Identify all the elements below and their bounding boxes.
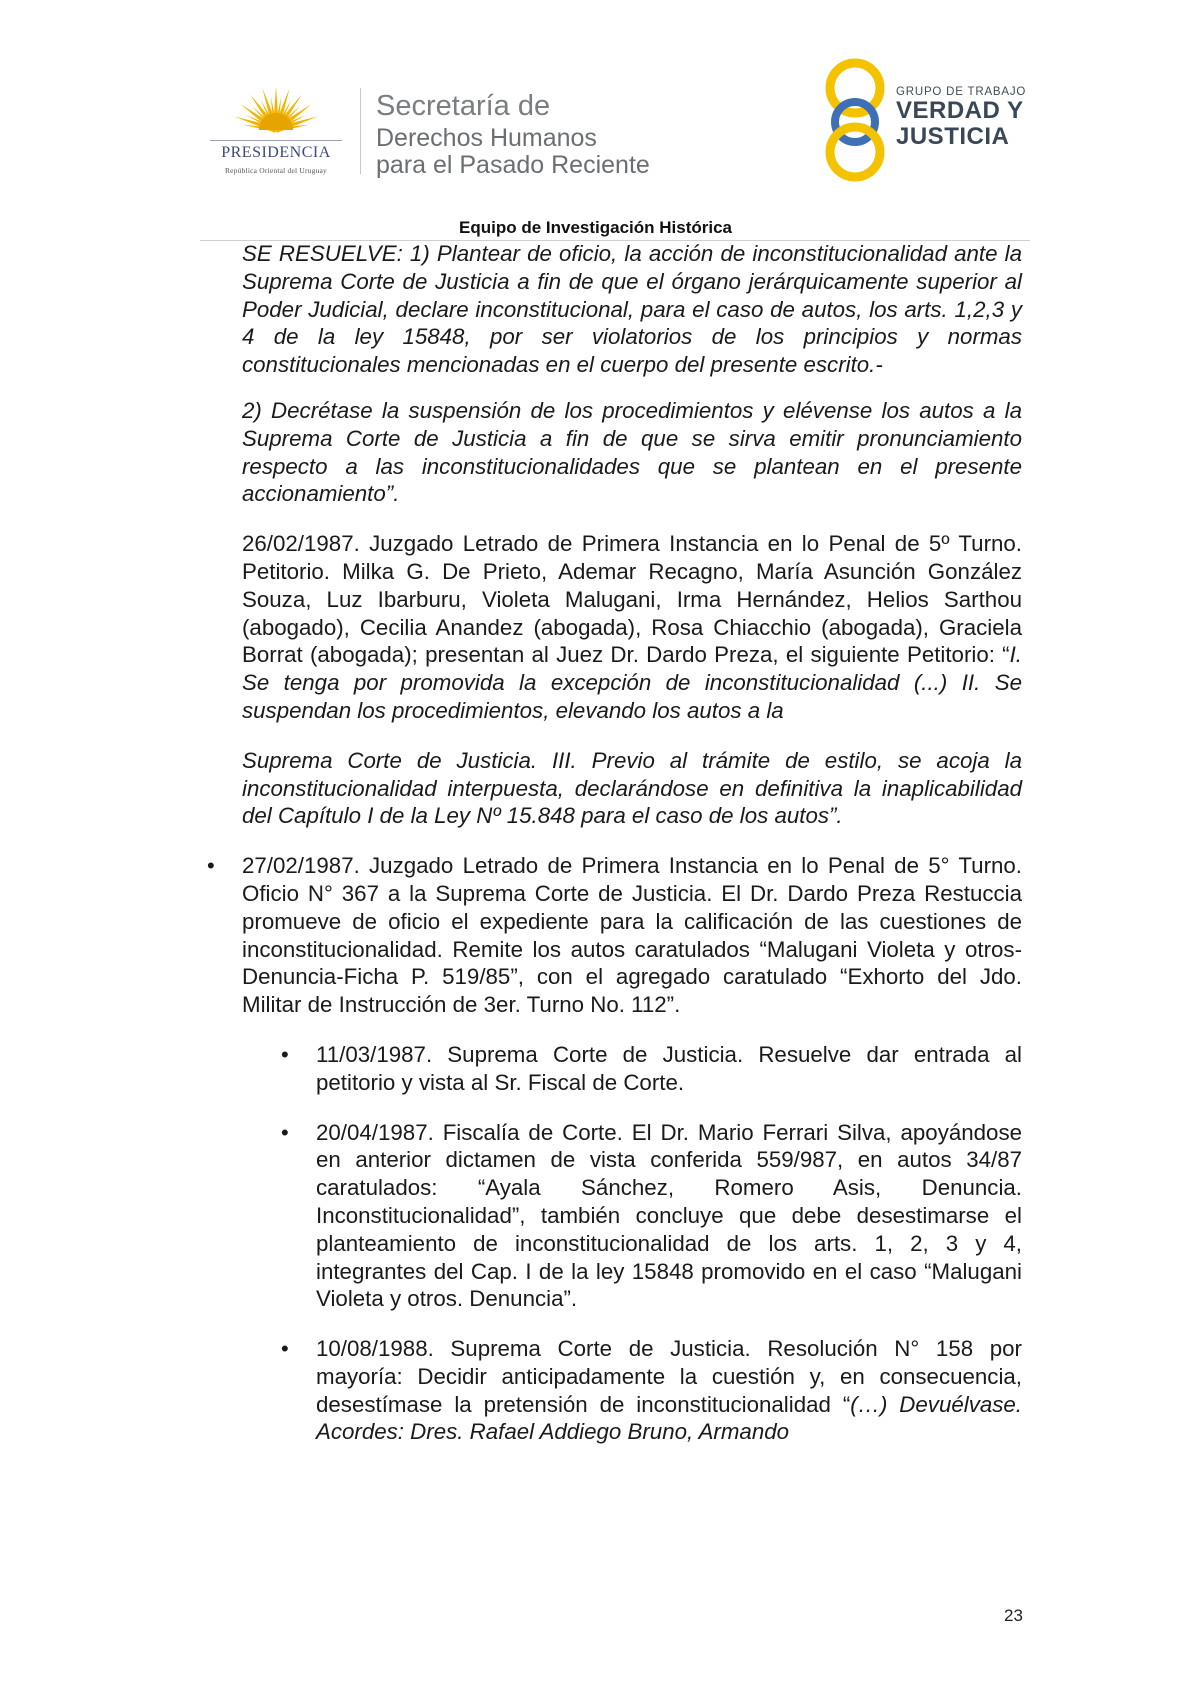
list-item xyxy=(207,852,1022,1019)
page-number: 23 xyxy=(1004,1606,1023,1625)
presidencia-name: PRESIDENCIA xyxy=(221,144,331,161)
secretaria-line-1: Secretaría de xyxy=(376,90,551,122)
grupo-line-2: JUSTICIA xyxy=(896,123,1010,150)
presidencia-logo xyxy=(196,82,356,177)
petitorio-text: 26/02/1987. Juzgado Letrado de Primera Instancia en lo Penal de 5º Turno. Petitorio. Milka G. De Prieto, Ademar Recagno, María Asunción González Souza, Luz Ibarburu, Violeta Malugani, Irma Hernández, Helios Sarthou (abogado), Cecilia Anandez (abogada), Rosa Chiacchio (abogada), Graciela Borrat (abogada); presentan al Juez Dr. Dardo Preza, el siguiente Petitorio: “ xyxy=(242,531,1022,668)
resolution-text: 10/08/1988. Suprema Corte de Justicia. Resolución N° 158 por mayoría: Decidir anticipadamente la cuestión y, en consecuencia, desestímase la pretensión de inconstitucionalidad “ xyxy=(316,1336,1022,1417)
grupo-label: GRUPO DE TRABAJO xyxy=(896,86,1027,98)
page-header xyxy=(0,0,1191,240)
petitorio-quote: I. Se tenga por promovida la excepción de inconstitucionalidad (...) II. Se suspendan los procedimientos, elevando los autos a la xyxy=(242,642,1022,723)
resolution-paragraph-1: SE RESUELVE: 1) Plantear de oficio, la acción de inconstitucionalidad ante la Suprema Corte de Justicia a fin de que el órgano jerárquicamente superior al Poder Judicial, declare inconstitucional, para el caso de autos, los arts. 1,2,3 y 4 de la ley 15848, por ser violatorios de los principios y normas constitucionales mencionadas en el cuerpo del presente escrito.- xyxy=(242,241,1022,378)
logo-divider xyxy=(360,88,361,174)
document-body xyxy=(207,240,1022,1446)
team-title: Equipo de Investigación Histórica xyxy=(459,218,732,237)
resolution-paragraph-2: 2) Decrétase la suspensión de los procedimientos y elévense los autos a la Suprema Corte de Justicia a fin de que se sirva emitir pronunciamiento respecto a las inconstitucionalidades que se plantean en el presente accionamiento”. xyxy=(242,397,1022,507)
secretaria-line-3: para el Pasado Reciente xyxy=(376,151,650,179)
petitorio-paragraph xyxy=(242,530,1022,725)
secretaria-line-2: Derechos Humanos xyxy=(376,124,597,152)
resolution-quote: (…) Devuélvase. Acordes: Dres. Rafael Addiego Bruno, Armando xyxy=(316,1391,1022,1445)
sub-list-item-text: 20/04/1987. Fiscalía de Corte. El Dr. Mario Ferrari Silva, apoyándose en anterior dictamen de vista conferida 559/987, en autos 34/87 caratulados: “Ayala Sánchez, Romero Asis, Denuncia. Inconstitucionalidad”, también concluye que debe desestimarse el planteamiento de inconstitucionalidad de los arts. 1, 2, 3 y 4, integrantes del Cap. I de la ley 15848 promovido en el caso “Malugani Violeta y otros. Denuncia”. xyxy=(316,1119,1022,1312)
bullet-icon: • xyxy=(281,1336,289,1362)
petitorio-continuation: Suprema Corte de Justicia. III. Previo al trámite de estilo, se acoja la inconstitucionalidad interpuesta, declarándose en definitiva la inaplicabilidad del Capítulo I de la Ley Nº 15.848 para el caso de los autos”. xyxy=(242,747,1022,829)
bullet-icon: • xyxy=(281,1119,289,1145)
sub-list-item xyxy=(281,1335,1022,1446)
rings-icon xyxy=(820,56,890,182)
presidencia-divider xyxy=(210,140,342,141)
list-item-text: 27/02/1987. Juzgado Letrado de Primera Instancia en lo Penal de 5° Turno. Oficio N° 367 a la Suprema Corte de Justicia. El Dr. Dardo Preza Restuccia promueve de oficio el expediente para la calificación de las cuestiones de inconstitucionalidad. Remite los autos caratulados “Malugani Violeta y otros-Denuncia-Ficha P. 519/85”, con el agregado caratulado “Exhorto del Jdo. Militar de Instrucción de 3er. Turno No. 112”. xyxy=(242,853,1022,1018)
sub-list-item-text: 11/03/1987. Suprema Corte de Justicia. Resuelve dar entrada al petitorio y vista al Sr. Fiscal de Corte. xyxy=(316,1041,1022,1095)
sub-list-item xyxy=(281,1119,1022,1314)
bullet-icon: • xyxy=(207,853,215,879)
grupo-line-1: VERDAD Y xyxy=(896,97,1024,124)
sub-list-item xyxy=(281,1041,1022,1097)
verdad-justicia-text xyxy=(896,86,1026,150)
bullet-icon: • xyxy=(281,1041,289,1067)
sun-icon xyxy=(196,82,356,142)
presidencia-subtitle: República Oriental del Uruguay xyxy=(224,166,327,175)
sub-list-item-text xyxy=(316,1335,1022,1446)
